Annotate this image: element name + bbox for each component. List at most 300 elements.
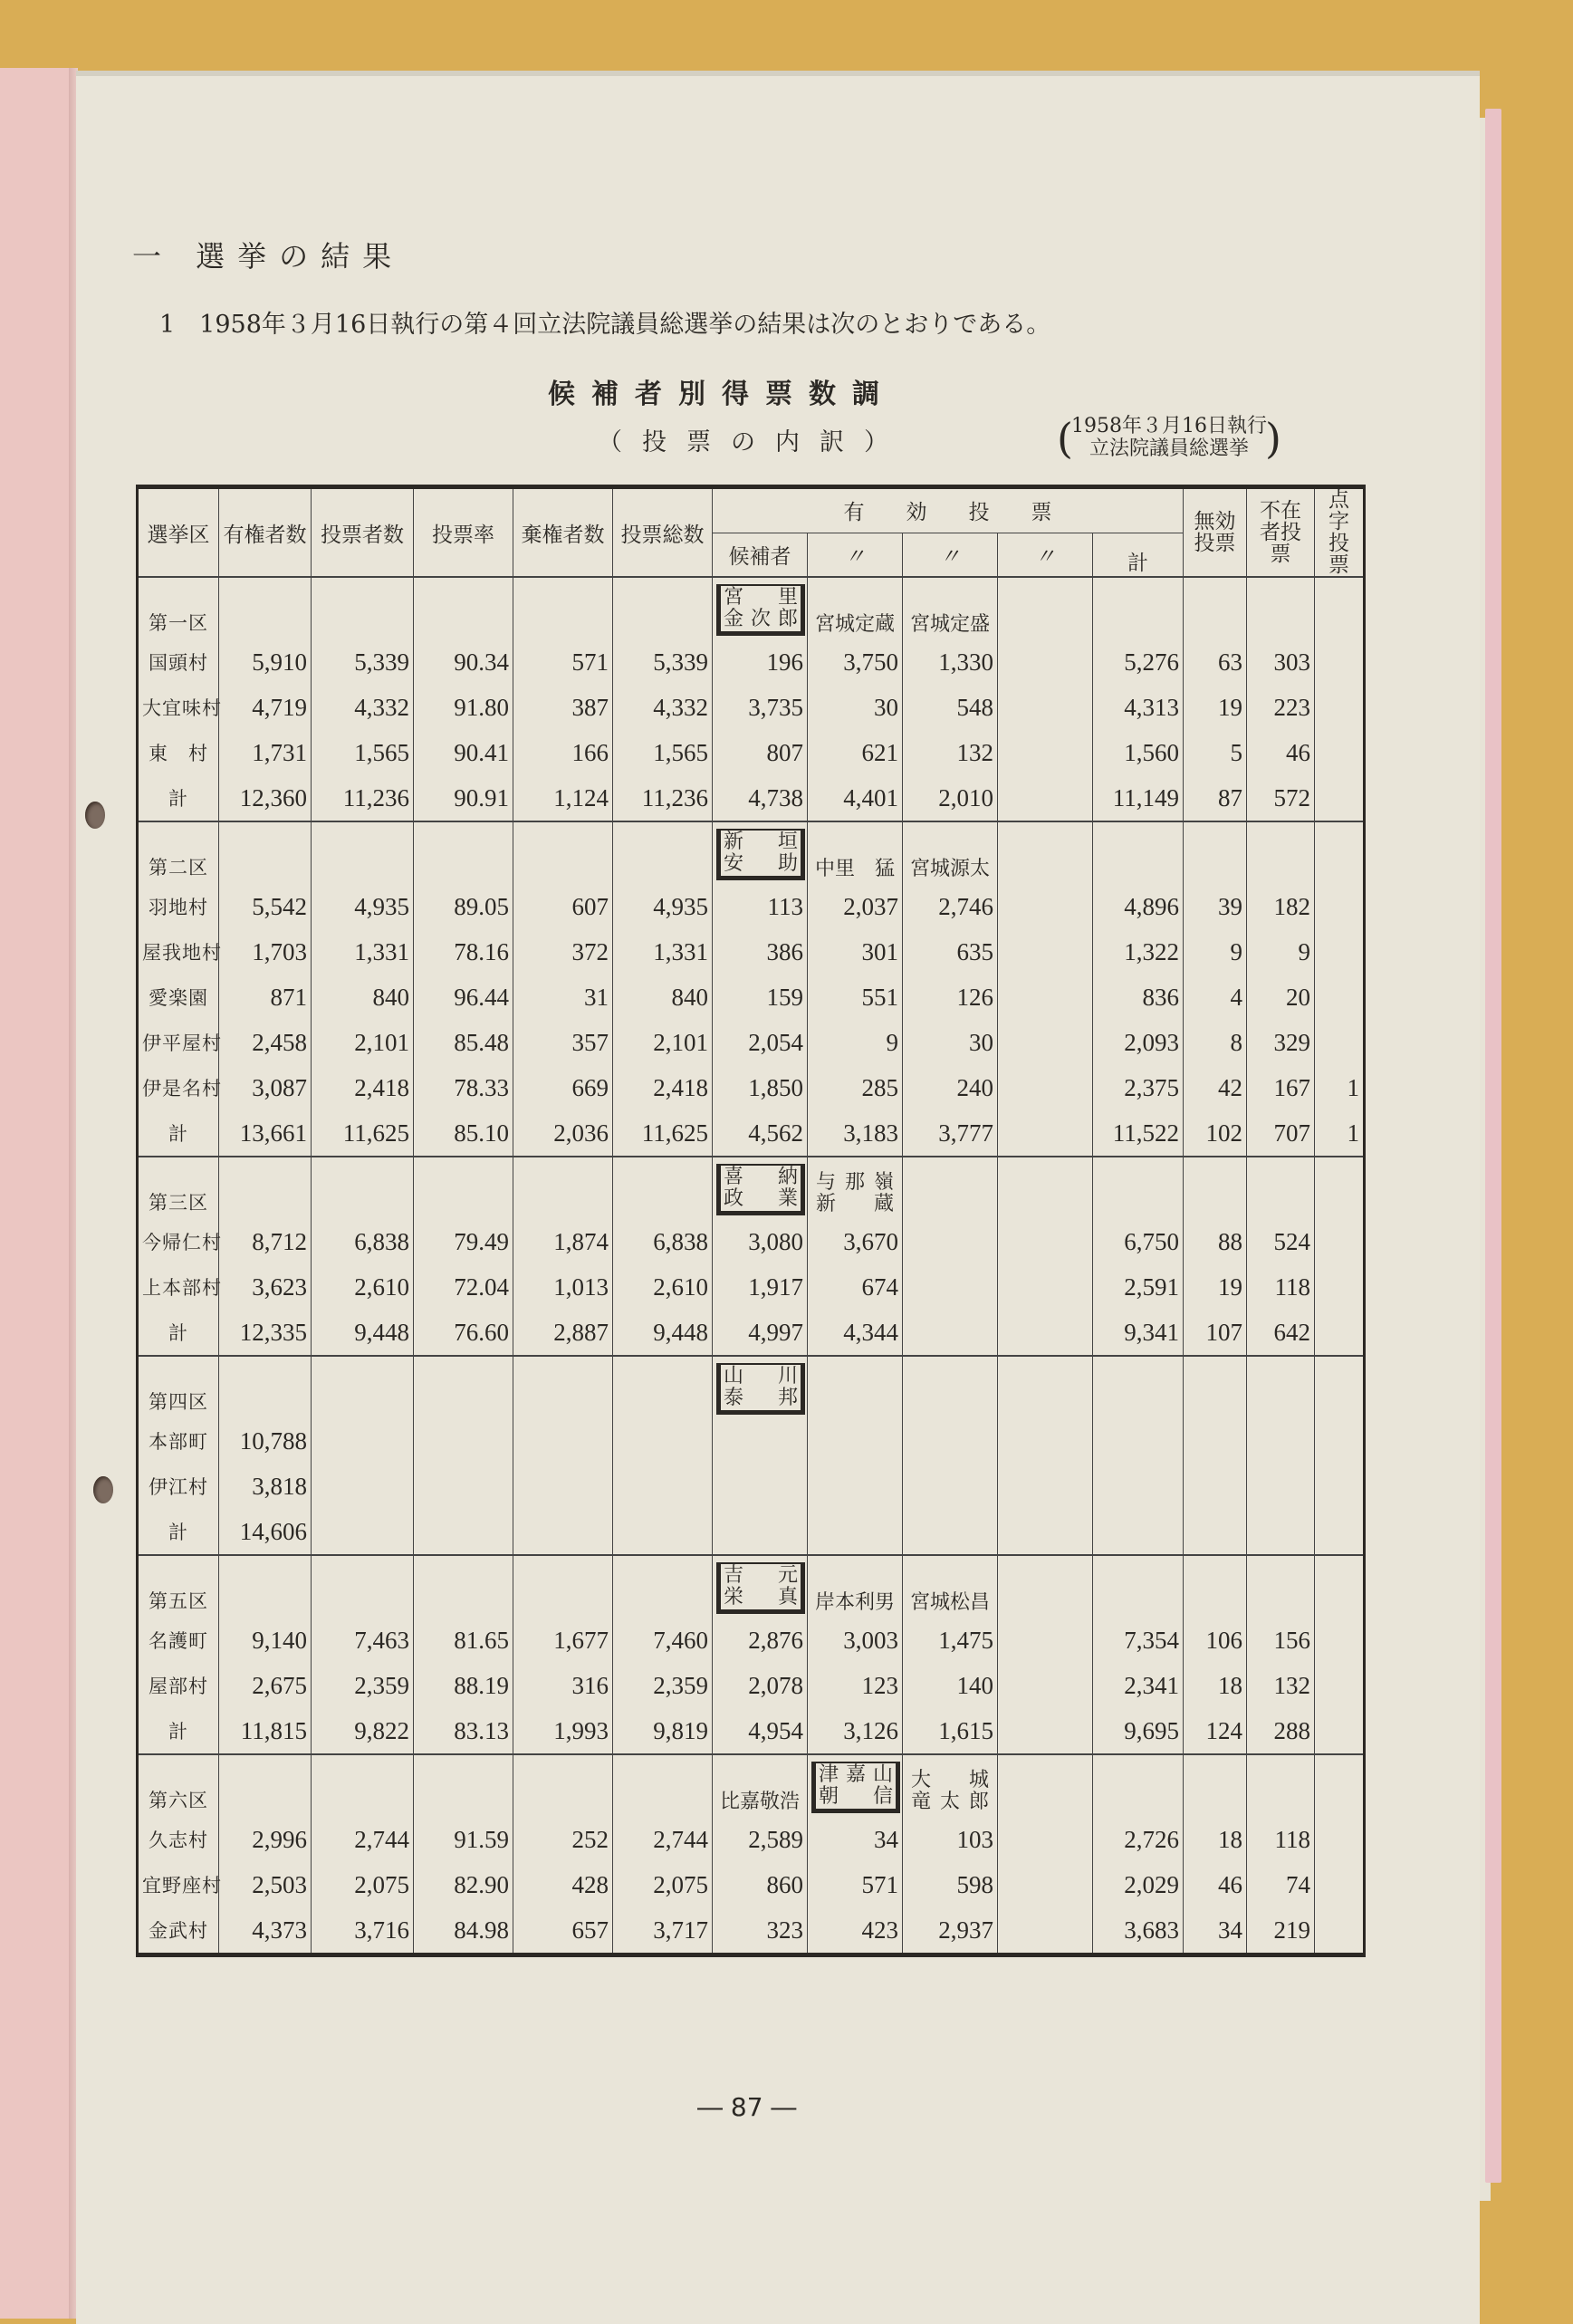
turnout-cell: 72.04 xyxy=(414,1264,513,1310)
header-candidate: 候補者 xyxy=(713,533,808,577)
candidate-votes-cell xyxy=(998,929,1093,975)
invalid-cell: 18 xyxy=(1184,1817,1247,1862)
municipality-name: 屋部村 xyxy=(138,1663,219,1708)
candidate-votes-cell: 3,126 xyxy=(808,1708,903,1754)
empty-cell xyxy=(312,1157,414,1219)
sum-cell: 4,896 xyxy=(1093,884,1184,929)
candidate-votes-cell xyxy=(998,884,1093,929)
invalid-cell: 63 xyxy=(1184,639,1247,685)
candidate-votes-cell: 1,850 xyxy=(713,1065,808,1110)
total-cell: 5,339 xyxy=(613,639,713,685)
total-cell: 9,448 xyxy=(613,1310,713,1356)
voters-cell: 4,935 xyxy=(312,884,414,929)
abstain-cell: 1,013 xyxy=(513,1264,613,1310)
total-cell: 1,565 xyxy=(613,730,713,775)
sum-cell xyxy=(1093,1464,1184,1509)
candidate-votes-cell xyxy=(998,975,1093,1020)
candidate-name xyxy=(903,1555,998,1618)
candidate-votes-cell: 103 xyxy=(903,1817,998,1862)
abstain-cell: 571 xyxy=(513,639,613,685)
intro-text: 1 1958年３月16日執行の第４回立法院議員総選挙の結果は次のとおりである。 xyxy=(159,311,1051,339)
turnout-cell: 96.44 xyxy=(414,975,513,1020)
eligible-cell: 9,140 xyxy=(219,1618,312,1663)
turnout-cell xyxy=(414,1418,513,1464)
abstain-cell: 669 xyxy=(513,1065,613,1110)
empty-cell xyxy=(613,1555,713,1618)
empty-cell xyxy=(1184,1356,1247,1418)
empty-cell xyxy=(219,821,312,884)
empty-cell xyxy=(1093,1555,1184,1618)
empty-cell xyxy=(312,577,414,639)
invalid-cell: 19 xyxy=(1184,685,1247,730)
braille-cell xyxy=(1315,1020,1365,1065)
sum-cell: 2,093 xyxy=(1093,1020,1184,1065)
total-cell: 7,460 xyxy=(613,1618,713,1663)
voters-cell: 2,101 xyxy=(312,1020,414,1065)
empty-cell xyxy=(1315,1555,1365,1618)
candidate-votes-cell: 240 xyxy=(903,1065,998,1110)
elected-candidate-box xyxy=(716,584,805,636)
absentee-cell: 329 xyxy=(1247,1020,1315,1065)
empty-cell xyxy=(1093,821,1184,884)
candidate-name xyxy=(713,1555,808,1618)
elected-candidate-box xyxy=(716,829,805,880)
total-cell: 2,610 xyxy=(613,1264,713,1310)
empty-cell xyxy=(1247,821,1315,884)
municipality-name: 大宜味村 xyxy=(138,685,219,730)
candidate-votes-cell: 126 xyxy=(903,975,998,1020)
abstain-cell: 1,677 xyxy=(513,1618,613,1663)
absentee-cell: 132 xyxy=(1247,1663,1315,1708)
invalid-cell: 46 xyxy=(1184,1862,1247,1907)
braille-cell xyxy=(1315,1219,1365,1264)
candidate-votes-cell xyxy=(998,1110,1093,1157)
candidate-name xyxy=(713,821,808,884)
total-cell: 2,744 xyxy=(613,1817,713,1862)
abstain-cell xyxy=(513,1418,613,1464)
empty-cell xyxy=(219,1555,312,1618)
candidate-votes-cell: 196 xyxy=(713,639,808,685)
candidate-name xyxy=(808,1754,903,1817)
invalid-cell xyxy=(1184,1464,1247,1509)
abstain-cell: 428 xyxy=(513,1862,613,1907)
header-ditto: 〃 xyxy=(998,533,1093,577)
voters-cell: 2,075 xyxy=(312,1862,414,1907)
candidate-votes-cell xyxy=(903,1264,998,1310)
candidate-votes-cell xyxy=(808,1418,903,1464)
turnout-cell xyxy=(414,1509,513,1555)
invalid-cell: 8 xyxy=(1184,1020,1247,1065)
municipality-name: 計 xyxy=(138,775,219,821)
eligible-cell: 2,996 xyxy=(219,1817,312,1862)
empty-cell xyxy=(1093,577,1184,639)
turnout-cell: 91.59 xyxy=(414,1817,513,1862)
total-cell: 11,625 xyxy=(613,1110,713,1157)
sum-cell: 11,149 xyxy=(1093,775,1184,821)
voters-cell xyxy=(312,1464,414,1509)
voters-cell: 9,448 xyxy=(312,1310,414,1356)
turnout-cell: 85.10 xyxy=(414,1110,513,1157)
voters-cell: 2,359 xyxy=(312,1663,414,1708)
header-subtotal: 計 xyxy=(1093,533,1184,577)
absentee-cell: 20 xyxy=(1247,975,1315,1020)
voters-cell: 2,744 xyxy=(312,1817,414,1862)
candidate-label xyxy=(906,614,993,636)
eligible-cell: 2,503 xyxy=(219,1862,312,1907)
sum-cell: 6,750 xyxy=(1093,1219,1184,1264)
sum-cell: 9,695 xyxy=(1093,1708,1184,1754)
candidate-label xyxy=(816,1172,894,1215)
braille-cell xyxy=(1315,1817,1365,1862)
absentee-cell: 303 xyxy=(1247,639,1315,685)
candidate-votes-cell: 3,735 xyxy=(713,685,808,730)
braille-cell xyxy=(1315,1310,1365,1356)
abstain-cell: 657 xyxy=(513,1907,613,1955)
braille-cell xyxy=(1315,1708,1365,1754)
district-name: 第一区 xyxy=(138,577,219,639)
candidate-name-line1: 宮 里 xyxy=(724,586,798,609)
candidate-votes-cell: 2,937 xyxy=(903,1907,998,1955)
invalid-cell: 106 xyxy=(1184,1618,1247,1663)
candidate-votes-cell: 9 xyxy=(808,1020,903,1065)
candidate-votes-cell: 123 xyxy=(808,1663,903,1708)
empty-cell xyxy=(1247,1356,1315,1418)
sum-cell: 3,683 xyxy=(1093,1907,1184,1955)
abstain-cell xyxy=(513,1509,613,1555)
section-heading: 一 選挙の結果 xyxy=(132,239,405,274)
voters-cell: 2,418 xyxy=(312,1065,414,1110)
empty-cell xyxy=(613,577,713,639)
abstain-cell: 252 xyxy=(513,1817,613,1862)
total-cell xyxy=(613,1509,713,1555)
candidate-votes-cell: 386 xyxy=(713,929,808,975)
absentee-cell: 572 xyxy=(1247,775,1315,821)
turnout-cell xyxy=(414,1464,513,1509)
municipality-name: 伊是名村 xyxy=(138,1065,219,1110)
total-cell: 9,819 xyxy=(613,1708,713,1754)
candidate-votes-cell: 3,183 xyxy=(808,1110,903,1157)
braille-cell xyxy=(1315,1509,1365,1555)
note-line1: 1958年３月16日執行 xyxy=(1071,415,1267,437)
candidate-label xyxy=(716,1791,803,1813)
total-cell xyxy=(613,1464,713,1509)
candidate-votes-cell xyxy=(808,1464,903,1509)
candidate-votes-cell: 30 xyxy=(808,685,903,730)
subtotal-row xyxy=(138,1310,1365,1356)
candidate-votes-cell xyxy=(998,1065,1093,1110)
candidate-votes-cell xyxy=(998,1708,1093,1754)
candidate-votes-cell: 2,746 xyxy=(903,884,998,929)
turnout-cell: 85.48 xyxy=(414,1020,513,1065)
empty-cell xyxy=(1315,577,1365,639)
binding-hole-icon xyxy=(93,1476,113,1503)
empty-cell xyxy=(513,1157,613,1219)
subtotal-row xyxy=(138,1509,1365,1555)
abstain-cell: 2,036 xyxy=(513,1110,613,1157)
empty-cell xyxy=(312,1754,414,1817)
candidate-votes-cell: 2,589 xyxy=(713,1817,808,1862)
header-abstain: 棄権者数 xyxy=(513,487,613,578)
candidate-name xyxy=(998,1157,1093,1219)
abstain-cell: 607 xyxy=(513,884,613,929)
table-row xyxy=(138,1817,1365,1862)
turnout-cell: 91.80 xyxy=(414,685,513,730)
candidate-name-line2: 金次郎 xyxy=(724,608,798,630)
empty-cell xyxy=(613,821,713,884)
total-cell: 4,332 xyxy=(613,685,713,730)
municipality-name: 愛楽園 xyxy=(138,975,219,1020)
municipality-name: 屋我地村 xyxy=(138,929,219,975)
candidate-name-line1: 宮城定盛 xyxy=(909,613,990,636)
candidate-votes-cell: 1,917 xyxy=(713,1264,808,1310)
candidate-votes-cell: 30 xyxy=(903,1020,998,1065)
municipality-name: 計 xyxy=(138,1708,219,1754)
invalid-cell: 88 xyxy=(1184,1219,1247,1264)
candidate-votes-cell: 4,344 xyxy=(808,1310,903,1356)
voters-cell: 11,625 xyxy=(312,1110,414,1157)
candidate-votes-cell: 132 xyxy=(903,730,998,775)
header-voters: 投票者数 xyxy=(312,487,414,578)
municipality-name: 伊江村 xyxy=(138,1464,219,1509)
table-row xyxy=(138,1618,1365,1663)
empty-cell xyxy=(414,1157,513,1219)
candidate-votes-cell xyxy=(998,1862,1093,1907)
table-row xyxy=(138,685,1365,730)
braille-cell xyxy=(1315,975,1365,1020)
braille-cell xyxy=(1315,929,1365,975)
sum-cell: 5,276 xyxy=(1093,639,1184,685)
absentee-cell: 46 xyxy=(1247,730,1315,775)
candidate-votes-cell xyxy=(713,1418,808,1464)
candidate-votes-cell: 598 xyxy=(903,1862,998,1907)
empty-cell xyxy=(414,1356,513,1418)
candidate-votes-cell: 3,670 xyxy=(808,1219,903,1264)
eligible-cell: 2,458 xyxy=(219,1020,312,1065)
eligible-cell: 12,360 xyxy=(219,775,312,821)
turnout-cell: 90.34 xyxy=(414,639,513,685)
sum-cell: 7,354 xyxy=(1093,1618,1184,1663)
turnout-cell: 90.41 xyxy=(414,730,513,775)
candidate-votes-cell: 3,750 xyxy=(808,639,903,685)
candidate-name xyxy=(713,577,808,639)
candidate-label xyxy=(906,859,993,880)
empty-cell xyxy=(1184,821,1247,884)
sum-cell: 11,522 xyxy=(1093,1110,1184,1157)
candidate-name-line1: 吉 元 xyxy=(724,1564,798,1587)
empty-cell xyxy=(1184,1555,1247,1618)
absentee-cell xyxy=(1247,1509,1315,1555)
candidate-name-line2: 朝 信 xyxy=(819,1785,893,1808)
sum-cell: 836 xyxy=(1093,975,1184,1020)
braille-cell xyxy=(1315,1464,1365,1509)
candidate-votes-cell xyxy=(998,1817,1093,1862)
candidate-votes-cell: 3,777 xyxy=(903,1110,998,1157)
candidate-name-line1: 山 川 xyxy=(724,1365,798,1388)
candidate-votes-cell: 2,037 xyxy=(808,884,903,929)
voters-cell: 7,463 xyxy=(312,1618,414,1663)
eligible-cell: 5,910 xyxy=(219,639,312,685)
voters-cell: 5,339 xyxy=(312,639,414,685)
eligible-cell: 10,788 xyxy=(219,1418,312,1464)
candidate-name xyxy=(713,1157,808,1219)
voters-cell: 1,565 xyxy=(312,730,414,775)
total-cell: 3,717 xyxy=(613,1907,713,1955)
header-turnout: 投票率 xyxy=(414,487,513,578)
municipality-name: 計 xyxy=(138,1110,219,1157)
invalid-cell xyxy=(1184,1418,1247,1464)
candidate-name xyxy=(903,1754,998,1817)
candidate-votes-cell: 2,054 xyxy=(713,1020,808,1065)
municipality-name: 国頭村 xyxy=(138,639,219,685)
total-cell: 11,236 xyxy=(613,775,713,821)
candidate-votes-cell xyxy=(998,639,1093,685)
header-ditto: 〃 xyxy=(903,533,998,577)
district-name: 第四区 xyxy=(138,1356,219,1418)
sum-cell: 2,375 xyxy=(1093,1065,1184,1110)
eligible-cell: 4,373 xyxy=(219,1907,312,1955)
section-header-row xyxy=(138,821,1365,884)
turnout-cell: 88.19 xyxy=(414,1663,513,1708)
candidate-name-line1: 大 城 xyxy=(911,1769,989,1791)
turnout-cell: 89.05 xyxy=(414,884,513,929)
braille-cell xyxy=(1315,1862,1365,1907)
candidate-votes-cell: 1,475 xyxy=(903,1618,998,1663)
table-row xyxy=(138,884,1365,929)
candidate-label xyxy=(911,1770,989,1813)
absentee-cell: 9 xyxy=(1247,929,1315,975)
braille-cell xyxy=(1315,884,1365,929)
results-table xyxy=(136,485,1366,1957)
empty-cell xyxy=(1184,577,1247,639)
candidate-name-line2: 新 蔵 xyxy=(816,1193,894,1215)
turnout-cell: 78.16 xyxy=(414,929,513,975)
section-header-row xyxy=(138,1356,1365,1418)
candidate-name xyxy=(998,821,1093,884)
sum-cell: 1,322 xyxy=(1093,929,1184,975)
section-header-row xyxy=(138,1555,1365,1618)
candidate-votes-cell: 159 xyxy=(713,975,808,1020)
absentee-cell: 642 xyxy=(1247,1310,1315,1356)
sum-cell: 2,726 xyxy=(1093,1817,1184,1862)
voters-cell xyxy=(312,1418,414,1464)
eligible-cell: 3,623 xyxy=(219,1264,312,1310)
candidate-name-line1: 宮城源太 xyxy=(909,858,990,880)
total-cell: 1,331 xyxy=(613,929,713,975)
abstain-cell: 387 xyxy=(513,685,613,730)
invalid-cell: 19 xyxy=(1184,1264,1247,1310)
absentee-cell: 167 xyxy=(1247,1065,1315,1110)
absentee-cell: 118 xyxy=(1247,1817,1315,1862)
sum-cell: 1,560 xyxy=(1093,730,1184,775)
candidate-votes-cell xyxy=(998,1907,1093,1955)
empty-cell xyxy=(1315,1754,1365,1817)
voters-cell: 4,332 xyxy=(312,685,414,730)
candidate-name-line1: 岸本利男 xyxy=(814,1591,895,1614)
candidate-votes-cell xyxy=(998,775,1093,821)
empty-cell xyxy=(1093,1157,1184,1219)
note-line2: 立法院議員総選挙 xyxy=(1089,437,1249,460)
candidate-name xyxy=(808,577,903,639)
empty-cell xyxy=(513,577,613,639)
candidate-votes-cell: 34 xyxy=(808,1817,903,1862)
candidate-votes-cell: 635 xyxy=(903,929,998,975)
candidate-votes-cell xyxy=(998,1509,1093,1555)
header-invalid: 無効投票 xyxy=(1184,487,1247,578)
subtotal-row xyxy=(138,1708,1365,1754)
empty-cell xyxy=(1247,577,1315,639)
candidate-votes-cell xyxy=(903,1418,998,1464)
table-title: 候補者別得票数調 xyxy=(548,379,896,410)
empty-cell xyxy=(513,821,613,884)
candidate-votes-cell: 140 xyxy=(903,1663,998,1708)
sum-cell: 2,341 xyxy=(1093,1663,1184,1708)
candidate-votes-cell xyxy=(998,1663,1093,1708)
candidate-name-line1: 宮城定蔵 xyxy=(814,613,895,636)
turnout-cell: 82.90 xyxy=(414,1862,513,1907)
total-cell: 2,101 xyxy=(613,1020,713,1065)
table-row xyxy=(138,1065,1365,1110)
empty-cell xyxy=(513,1754,613,1817)
braille-cell xyxy=(1315,730,1365,775)
candidate-name-line1: 津嘉山 xyxy=(819,1763,893,1786)
candidate-votes-cell: 285 xyxy=(808,1065,903,1110)
candidate-name-line2: 竜太郎 xyxy=(911,1791,989,1813)
candidate-votes-cell: 2,876 xyxy=(713,1618,808,1663)
voters-cell: 2,610 xyxy=(312,1264,414,1310)
total-cell: 840 xyxy=(613,975,713,1020)
eligible-cell: 14,606 xyxy=(219,1509,312,1555)
candidate-name-line2: 政 業 xyxy=(724,1187,798,1210)
candidate-votes-cell: 551 xyxy=(808,975,903,1020)
header-eligible: 有権者数 xyxy=(219,487,312,578)
absentee-cell xyxy=(1247,1464,1315,1509)
candidate-votes-cell: 860 xyxy=(713,1862,808,1907)
eligible-cell: 13,661 xyxy=(219,1110,312,1157)
candidate-votes-cell: 4,954 xyxy=(713,1708,808,1754)
empty-cell xyxy=(613,1754,713,1817)
candidate-name-line1: 比嘉敬浩 xyxy=(719,1791,800,1813)
candidate-name-line2: 安 助 xyxy=(724,852,798,875)
district-name: 第二区 xyxy=(138,821,219,884)
municipality-name: 羽地村 xyxy=(138,884,219,929)
empty-cell xyxy=(414,1555,513,1618)
candidate-name xyxy=(903,821,998,884)
invalid-cell xyxy=(1184,1509,1247,1555)
candidate-votes-cell: 113 xyxy=(713,884,808,929)
turnout-cell: 84.98 xyxy=(414,1907,513,1955)
candidate-name xyxy=(713,1754,808,1817)
candidate-votes-cell: 621 xyxy=(808,730,903,775)
total-cell: 2,418 xyxy=(613,1065,713,1110)
eligible-cell: 2,675 xyxy=(219,1663,312,1708)
turnout-cell: 78.33 xyxy=(414,1065,513,1110)
candidate-name-line1: 喜 納 xyxy=(724,1166,798,1188)
candidate-votes-cell xyxy=(998,1418,1093,1464)
abstain-cell: 2,887 xyxy=(513,1310,613,1356)
candidate-votes-cell xyxy=(998,1219,1093,1264)
candidate-name-line2: 泰 邦 xyxy=(724,1387,798,1409)
header-braille: 点字投票 xyxy=(1315,487,1365,578)
binding-hole-icon xyxy=(85,802,105,829)
invalid-cell: 5 xyxy=(1184,730,1247,775)
table-row xyxy=(138,1663,1365,1708)
candidate-votes-cell xyxy=(998,1618,1093,1663)
subtotal-row xyxy=(138,1110,1365,1157)
candidate-votes-cell xyxy=(998,1310,1093,1356)
absentee-cell: 182 xyxy=(1247,884,1315,929)
district-name: 第五区 xyxy=(138,1555,219,1618)
empty-cell xyxy=(414,577,513,639)
